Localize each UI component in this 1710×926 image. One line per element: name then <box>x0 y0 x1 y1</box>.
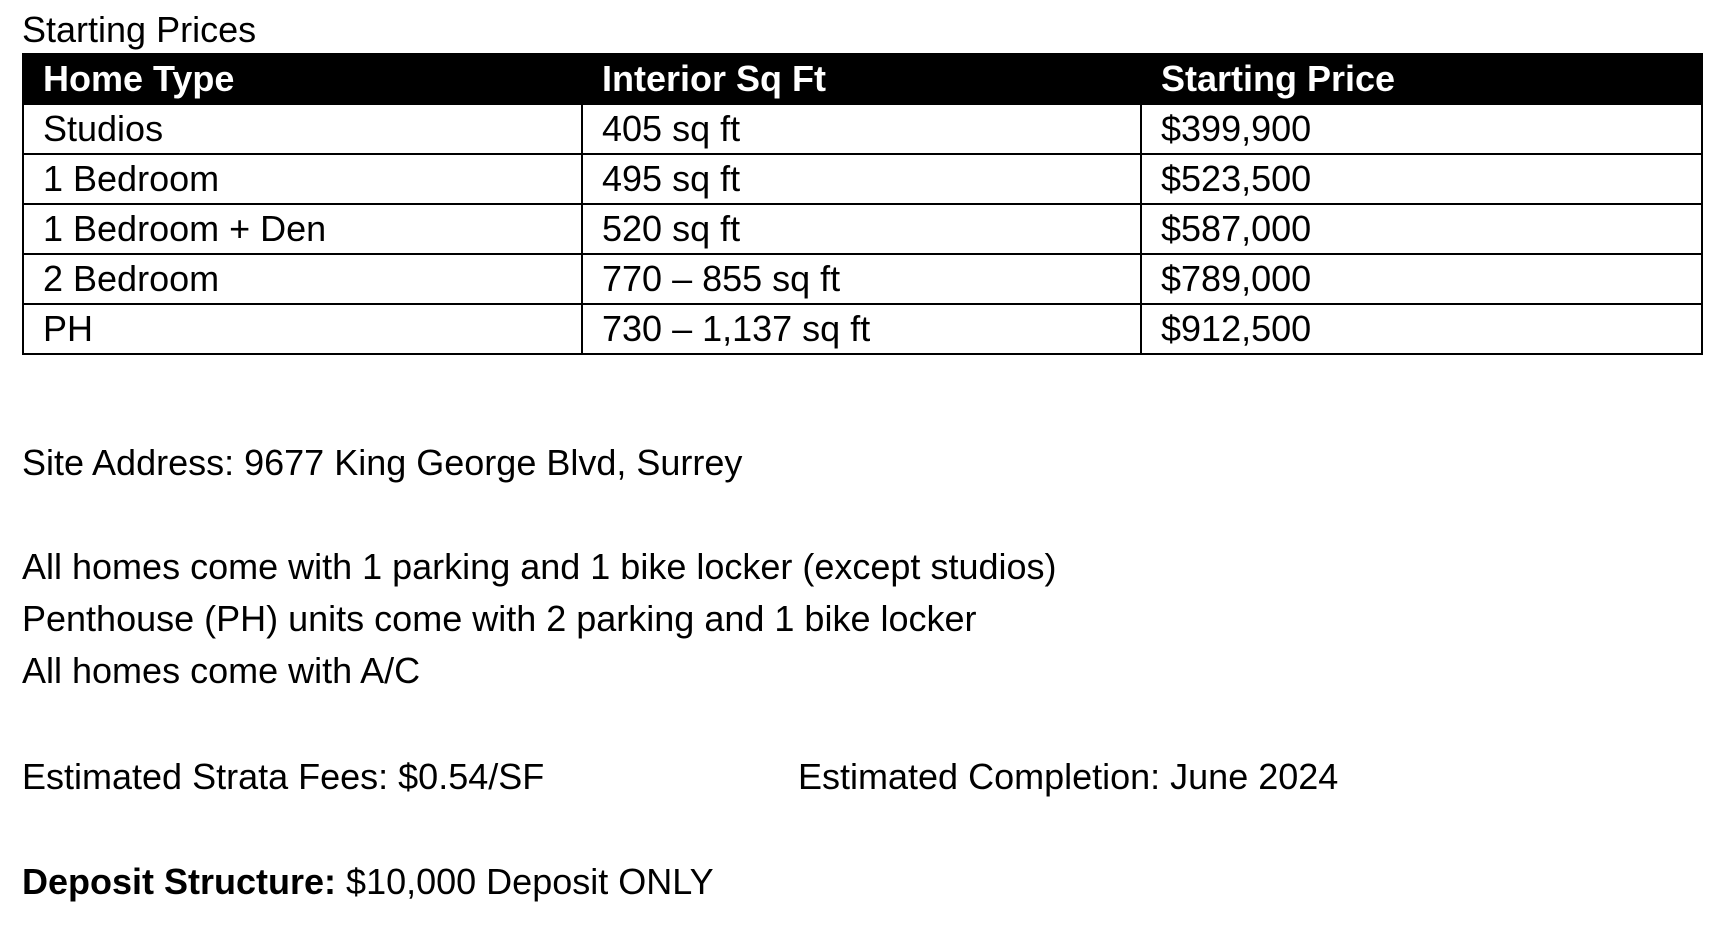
sq-ft-cell: 730 – 1,137 sq ft <box>582 304 1141 354</box>
table-row <box>23 304 1702 354</box>
table-row <box>23 154 1702 204</box>
home-type-cell: Studios <box>23 104 582 154</box>
column-header-home-type: Home Type <box>23 54 582 104</box>
strata-fees: Estimated Strata Fees: $0.54/SF <box>22 756 545 797</box>
home-type-cell: 1 Bedroom <box>23 154 582 204</box>
price-cell: $587,000 <box>1141 204 1702 254</box>
starting-prices-table <box>22 53 1703 355</box>
home-type-cell: 1 Bedroom + Den <box>23 204 582 254</box>
site-address: Site Address: 9677 King George Blvd, Surrey <box>22 442 743 483</box>
home-type-cell: 2 Bedroom <box>23 254 582 304</box>
deposit-value: $10,000 Deposit ONLY <box>336 861 714 902</box>
price-cell: $523,500 <box>1141 154 1702 204</box>
column-header-starting-price: Starting Price <box>1141 54 1702 104</box>
note-parking: All homes come with 1 parking and 1 bike locker (except studios) <box>22 546 1057 587</box>
deposit-structure <box>22 860 714 904</box>
table-header-row <box>23 54 1702 104</box>
price-cell: $912,500 <box>1141 304 1702 354</box>
column-header-interior-sq-ft: Interior Sq Ft <box>582 54 1141 104</box>
note-penthouse-parking: Penthouse (PH) units come with 2 parking and 1 bike locker <box>22 598 977 639</box>
sq-ft-cell: 495 sq ft <box>582 154 1141 204</box>
home-type-cell: PH <box>23 304 582 354</box>
note-ac: All homes come with A/C <box>22 650 421 691</box>
sq-ft-cell: 520 sq ft <box>582 204 1141 254</box>
price-cell: $789,000 <box>1141 254 1702 304</box>
sq-ft-cell: 770 – 855 sq ft <box>582 254 1141 304</box>
price-cell: $399,900 <box>1141 104 1702 154</box>
sq-ft-cell: 405 sq ft <box>582 104 1141 154</box>
table-row <box>23 254 1702 304</box>
estimated-completion: Estimated Completion: June 2024 <box>798 756 1339 797</box>
deposit-label: Deposit Structure: <box>22 861 337 902</box>
table-row <box>23 204 1702 254</box>
page-title: Starting Prices <box>22 9 257 50</box>
table-row <box>23 104 1702 154</box>
